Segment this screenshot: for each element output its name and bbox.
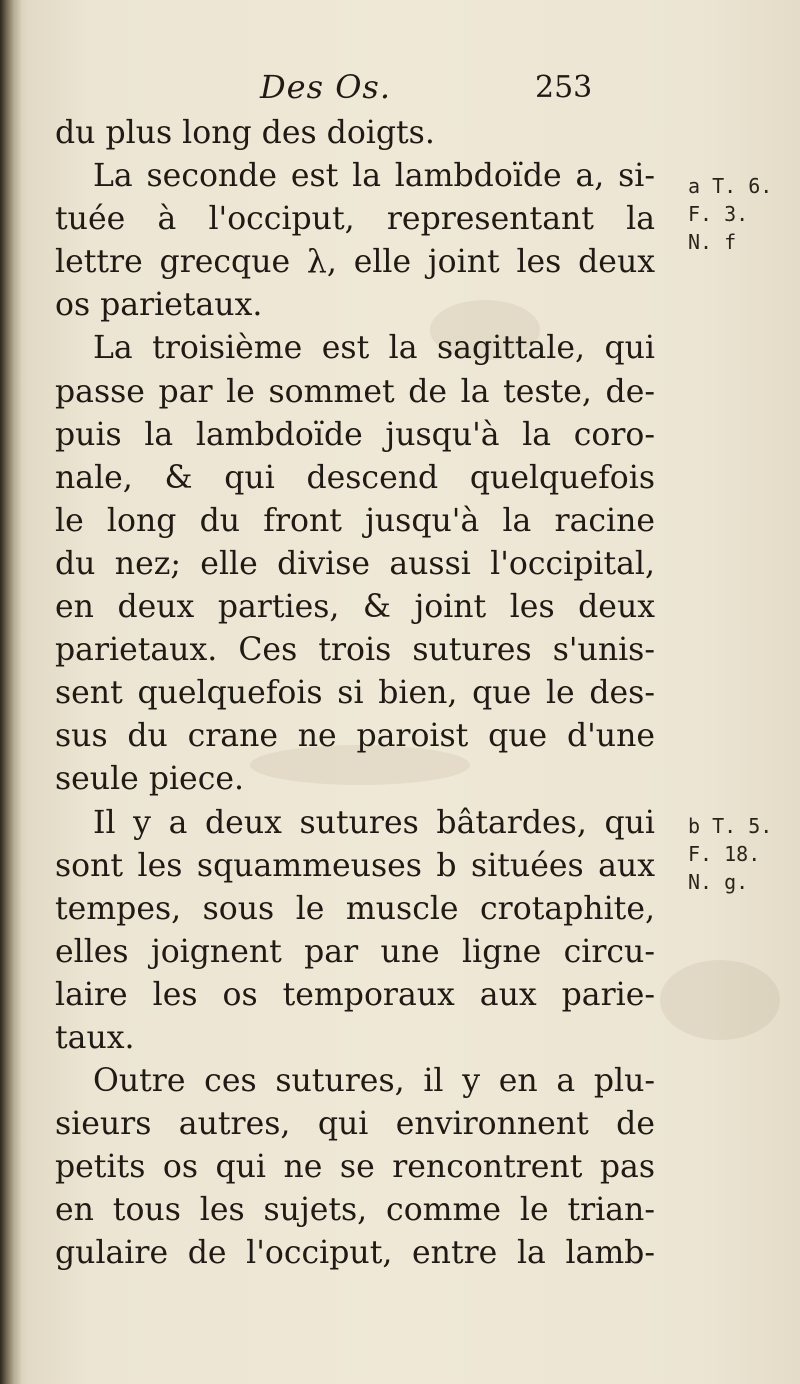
text-line: nale, & qui descend quelquefois [55, 459, 655, 496]
text-line: Il y a deux sutures bâtardes, qui [93, 804, 655, 841]
text-line: La troisième est la sagittale, qui [93, 330, 655, 367]
text-line: du nez; elle divise aussi l'occipital, [55, 545, 655, 582]
text-line: Outre ces sutures, il y en a plu- [93, 1063, 655, 1100]
text-line: en deux parties, & joint les deux [55, 589, 655, 626]
text-line: tuée à l'occiput, representant la [55, 201, 655, 238]
page-number: 253 [535, 70, 593, 105]
text-line: seule piece. [55, 761, 244, 798]
margin-note-line: N. g. [688, 870, 749, 894]
margin-note-line: a T. 6. F. 3. [688, 174, 773, 226]
margin-note-a [688, 172, 800, 256]
text-line: petits os qui ne se rencontrent pas [55, 1149, 655, 1186]
text-line: gulaire de l'occiput, entre la lamb- [55, 1235, 655, 1272]
page-header [55, 68, 655, 108]
body-text [55, 112, 655, 1276]
text-line: du plus long des doigts. [55, 115, 435, 151]
binding-gutter [0, 0, 22, 1384]
text-line: lettre grecque λ, elle joint les deux [55, 244, 655, 281]
text-line: sieurs autres, qui environnent de [55, 1106, 655, 1143]
text-line: en tous les sujets, comme le trian- [55, 1192, 655, 1229]
text-line: sent quelquefois si bien, que le des- [55, 675, 655, 712]
text-line: puis la lambdoïde jusqu'à la coro- [55, 416, 655, 453]
text-line: parietaux. Ces trois sutures s'unis- [55, 632, 655, 669]
margin-note-line: b T. 5. F. 18. [688, 814, 773, 866]
text-line: La seconde est la lambdoïde a, si- [93, 158, 655, 195]
text-line: taux. [55, 1019, 135, 1056]
text-line: elles joignent par une ligne circu- [55, 933, 655, 970]
margin-note-line: N. f [688, 230, 737, 254]
text-line: laire les os temporaux aux parie- [55, 976, 655, 1013]
paper-stain [660, 960, 780, 1040]
text-line: tempes, sous le muscle crotaphite, [55, 890, 655, 927]
text-line: os parietaux. [55, 287, 263, 324]
text-line: sus du crane ne paroist que d'une [55, 718, 655, 755]
margin-note-b [688, 812, 800, 896]
text-line: le long du front jusqu'à la racine [55, 502, 655, 539]
text-line: sont les squammeuses b situées aux [55, 847, 655, 884]
text-line: passe par le sommet de la teste, de- [55, 373, 655, 410]
running-head: Des Os. [260, 68, 392, 106]
